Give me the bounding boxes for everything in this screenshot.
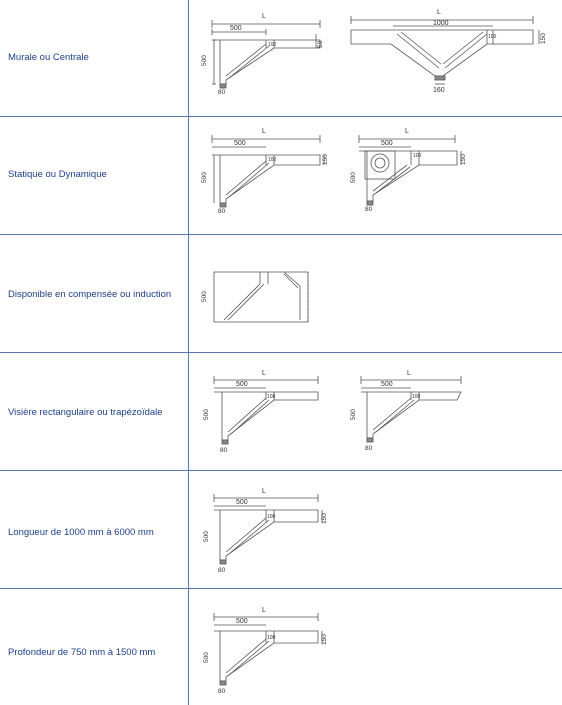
dim-150: 150	[321, 634, 328, 645]
dim-500: 500	[234, 140, 246, 147]
dim-L: L	[407, 370, 411, 377]
dim-500: 500	[381, 381, 393, 388]
row-label-visor: Visière rectangulaire ou trapézoïdale	[8, 407, 163, 418]
depth-drawing	[200, 605, 330, 697]
dim-100: 100	[267, 394, 276, 400]
dim-100: 100	[267, 514, 276, 520]
dim-500: 500	[236, 381, 248, 388]
dim-150: 150	[322, 154, 329, 165]
dynamic-hood-drawing	[345, 125, 475, 217]
row-label-type: Statique ou Dynamique	[8, 169, 107, 180]
wall-hood-drawing	[200, 6, 330, 98]
dim-height-500: 500	[350, 172, 357, 183]
static-hood-drawing	[200, 125, 330, 217]
dim-100: 100	[413, 153, 422, 159]
dim-150: 150	[540, 33, 547, 44]
row-label-mounting: Murale ou Centrale	[8, 52, 89, 63]
dim-height-500: 500	[350, 409, 357, 420]
dim-100: 100	[267, 635, 276, 641]
central-hood-drawing	[345, 6, 550, 98]
length-drawing	[200, 488, 330, 576]
dim-80: 80	[220, 447, 228, 454]
dim-1000: 1000	[433, 20, 449, 27]
dim-L: L	[262, 607, 266, 614]
dim-height-500: 500	[203, 652, 210, 663]
compensated-hood-drawing	[200, 262, 320, 332]
dim-L: L	[262, 13, 266, 20]
row-label-compensation: Disponible en compensée ou induction	[8, 289, 172, 300]
dim-500: 500	[236, 618, 248, 625]
dim-500: 500	[230, 25, 242, 32]
dim-50: 50	[317, 40, 324, 48]
dim-height-500: 500	[201, 55, 208, 66]
dim-80: 80	[218, 89, 226, 96]
dim-160: 160	[433, 87, 445, 94]
dim-150: 150	[321, 513, 328, 524]
dim-L: L	[262, 488, 266, 495]
dim-500: 500	[236, 499, 248, 506]
row-label-length: Longueur de 1000 mm à 6000 mm	[8, 527, 154, 538]
row-label-depth: Profondeur de 750 mm à 1500 mm	[8, 647, 156, 658]
dim-L: L	[405, 128, 409, 135]
dim-100: 100	[268, 42, 277, 48]
trapezoidal-visor-drawing	[345, 370, 475, 455]
dim-100: 100	[488, 34, 497, 40]
dim-500: 500	[381, 140, 393, 147]
dim-80: 80	[218, 688, 226, 695]
dim-height-500: 500	[203, 531, 210, 542]
rectangular-visor-drawing	[200, 370, 330, 455]
dim-150: 150	[460, 154, 467, 165]
dim-80: 80	[365, 445, 373, 452]
dim-L: L	[437, 9, 441, 16]
dim-100: 100	[412, 394, 421, 400]
dim-height-500: 500	[201, 291, 208, 302]
dim-100: 100	[268, 157, 277, 163]
dim-height-500: 500	[201, 172, 208, 183]
dim-80: 80	[365, 206, 373, 213]
dim-height-500: 500	[203, 409, 210, 420]
dim-80: 80	[218, 208, 226, 215]
dim-L: L	[262, 370, 266, 377]
dim-L: L	[262, 128, 266, 135]
dim-80: 80	[218, 567, 226, 574]
